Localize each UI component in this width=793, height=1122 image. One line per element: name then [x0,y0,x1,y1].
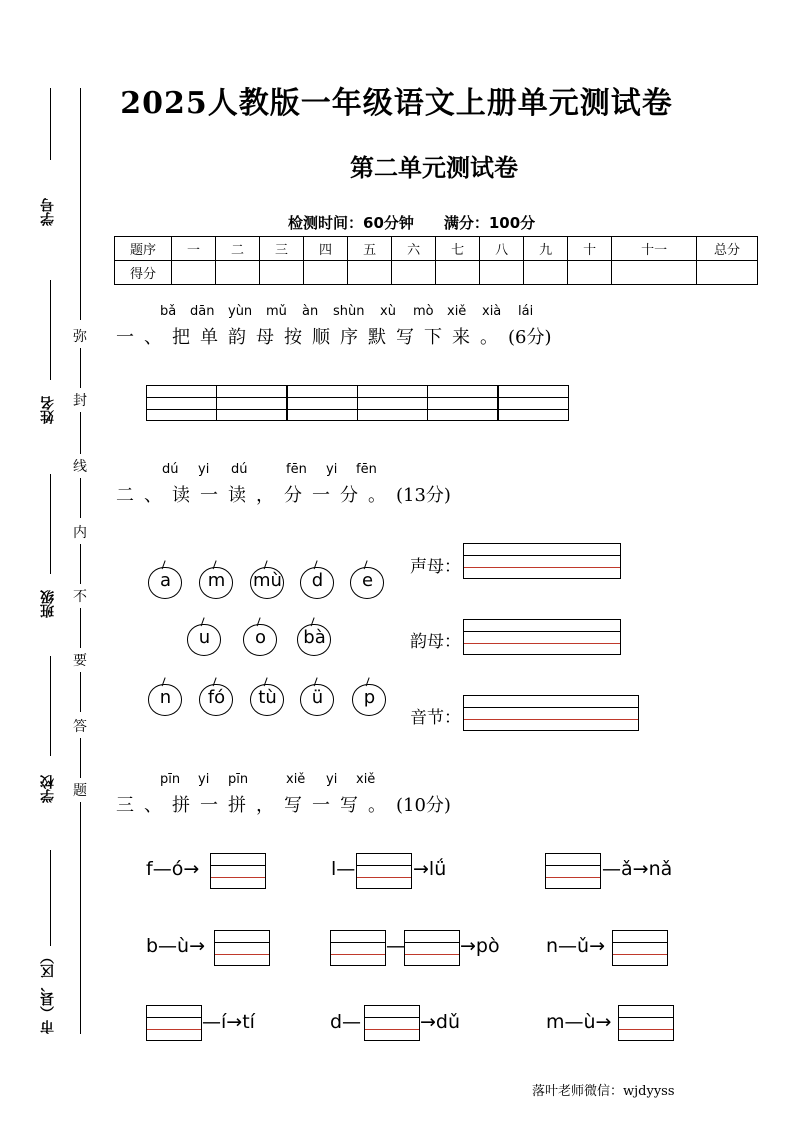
score-header-cell: 九 [524,237,568,261]
score-header-cell: 六 [392,237,436,261]
spell-suffix: →dǔ [420,1011,461,1033]
pinyin-syllable: dú [231,462,248,477]
score-header-cell: 四 [304,237,348,261]
pinyin-syllable: shùn [333,304,365,319]
apple-text: mù [253,570,282,591]
score-header-cell: 七 [436,237,480,261]
apple-text: a [159,570,172,591]
score-header-cell: 题序 [115,237,172,261]
spell-box[interactable] [146,1005,202,1041]
spell-suffix: →pò [460,935,500,957]
apple-card [250,563,286,599]
spell-prefix: f—ó→ [146,858,200,880]
spell-suffix: —ǎ→nǎ [602,858,673,880]
pinyin-syllable: yi [198,772,210,787]
score-cell[interactable] [348,261,392,285]
apple-text: d [311,570,324,591]
seal-char: 答 [73,719,87,735]
score-header-cell: 总分 [697,237,758,261]
q2-title [116,481,451,507]
seal-line [80,608,81,648]
score-header-cell: 八 [480,237,524,261]
q1-writing-box[interactable] [357,385,428,421]
apple-card [300,563,336,599]
pinyin-syllable: fēn [286,462,307,477]
seal-char: 线 [73,459,87,475]
apple-text: p [363,687,376,708]
score-header-cell: 十一 [612,237,697,261]
score-cell[interactable] [480,261,524,285]
spell-prefix: n—ǔ→ [546,935,606,957]
pinyin-syllable: mǔ [266,304,287,319]
label-finals: 韵母： [410,632,461,652]
pinyin-syllable: yi [326,772,338,787]
apple-card [187,620,223,656]
margin-line-left [50,656,51,756]
spell-box[interactable] [404,930,460,966]
apple-card [297,620,333,656]
spell-box[interactable] [364,1005,420,1041]
apple-card [148,680,184,716]
score-cell[interactable] [260,261,304,285]
seal-line [80,738,81,778]
seal-char: 封 [73,393,87,409]
seal-line [80,348,81,388]
pinyin-syllable: xiě [286,772,306,787]
q1-writing-box[interactable] [146,385,217,421]
answer-line-syllables[interactable] [463,695,639,731]
pinyin-syllable: yùn [228,304,253,319]
apple-text: e [361,570,374,591]
spell-box[interactable] [330,930,386,966]
margin-line-left [50,850,51,946]
score-cell[interactable] [436,261,480,285]
score-cell[interactable] [697,261,758,285]
seal-line [80,544,81,584]
margin-field-student-id: 学号 [40,198,56,226]
pinyin-syllable: lái [518,304,534,319]
spell-box[interactable] [356,853,412,889]
apple-text: n [159,687,172,708]
apple-card [300,680,336,716]
q3-title [116,791,451,817]
seal-line [80,412,81,454]
spell-suffix: →lǘ [413,858,447,880]
score-cell[interactable] [216,261,260,285]
pinyin-syllable: xù [380,304,396,319]
exam-full-score: 满分：100分 [443,214,536,232]
q1-writing-box[interactable] [427,385,498,421]
seal-char: 不 [73,589,87,605]
score-header-cell: 二 [216,237,260,261]
pinyin-syllable: pīn [160,772,181,787]
margin-field-class: 班级 [40,590,56,618]
apple-card [199,680,235,716]
pinyin-syllable: fēn [356,462,377,477]
apple-card [148,563,184,599]
q3-points: (10分) [396,795,451,816]
score-cell[interactable] [568,261,612,285]
seal-line [80,478,81,518]
q2-title-text: 二、读一读，分一分。 [116,485,396,506]
q1-title [116,323,552,349]
spell-prefix: m—ù→ [546,1011,612,1033]
score-cell[interactable] [612,261,697,285]
q1-writing-box[interactable] [287,385,358,421]
answer-line-finals[interactable] [463,619,621,655]
seal-char: 内 [73,525,87,541]
footer-note: 落叶老师微信：wjdyyss [532,1084,675,1099]
spell-box[interactable] [210,853,266,889]
spell-connector: — [386,935,405,957]
pinyin-syllable: dú [162,462,179,477]
score-cell[interactable] [172,261,216,285]
apple-card [352,680,388,716]
label-syllables: 音节： [410,708,461,728]
apple-text: m [207,570,226,591]
apple-text: tù [258,687,277,708]
seal-char: 题 [73,783,87,799]
exam-meta [288,212,535,233]
pinyin-syllable: àn [302,304,319,319]
margin-line-left [50,474,51,574]
spell-box[interactable] [612,930,668,966]
pinyin-syllable: xiě [447,304,467,319]
margin-line-left [50,280,51,380]
score-table [114,236,758,285]
label-initials: 声母： [410,557,461,577]
spell-prefix: b—ù→ [146,935,206,957]
spell-box[interactable] [545,853,601,889]
score-table-row [115,261,758,285]
page-subtitle: 第二单元测试卷 [350,153,518,182]
pinyin-syllable: mò [413,304,434,319]
score-cell[interactable] [392,261,436,285]
q1-writing-box[interactable] [216,385,287,421]
apple-card [250,680,286,716]
apple-card [243,620,279,656]
margin-field-city: 市（县、区） [40,950,56,1034]
seal-line [80,88,81,320]
apple-card [199,563,235,599]
spell-box[interactable] [214,930,270,966]
spell-prefix: d— [330,1011,362,1033]
seal-line [80,802,81,1034]
pinyin-syllable: yi [326,462,338,477]
q2-points: (13分) [396,485,451,506]
score-table-header [115,237,758,261]
apple-card [350,563,386,599]
seal-line [80,672,81,712]
score-header-cell: 一 [172,237,216,261]
page-title: 2025人教版一年级语文上册单元测试卷 [120,86,673,121]
spell-prefix: l— [331,858,356,880]
spell-suffix: —í→tí [202,1011,255,1033]
apple-text: bà [303,627,326,648]
spell-box[interactable] [618,1005,674,1041]
pinyin-syllable: xiě [356,772,376,787]
score-cell[interactable] [304,261,348,285]
pinyin-syllable: yi [198,462,210,477]
score-row-label: 得分 [115,261,172,285]
score-header-cell: 三 [260,237,304,261]
margin-field-school: 学校 [40,775,56,803]
q1-points: (6分) [508,327,552,348]
seal-char: 要 [73,653,87,669]
apple-text: o [254,627,266,648]
q1-title-text: 一、把单韵母按顺序默写下来。 [116,327,508,348]
pinyin-syllable: dān [190,304,215,319]
pinyin-syllable: bǎ [160,304,177,319]
answer-line-initials[interactable] [463,543,621,579]
seal-char: 弥 [73,329,87,345]
q3-title-text: 三、拼一拼，写一写。 [116,795,396,816]
pinyin-syllable: pīn [228,772,249,787]
score-header-cell: 五 [348,237,392,261]
score-cell[interactable] [524,261,568,285]
q1-writing-box[interactable] [498,385,569,421]
margin-field-name: 姓名 [40,396,56,424]
apple-text: u [198,627,211,648]
pinyin-syllable: xià [482,304,502,319]
score-header-cell: 十 [568,237,612,261]
exam-time: 检测时间：60分钟 [288,214,414,232]
apple-text: fó [207,687,226,708]
apple-text: ü [311,687,324,708]
